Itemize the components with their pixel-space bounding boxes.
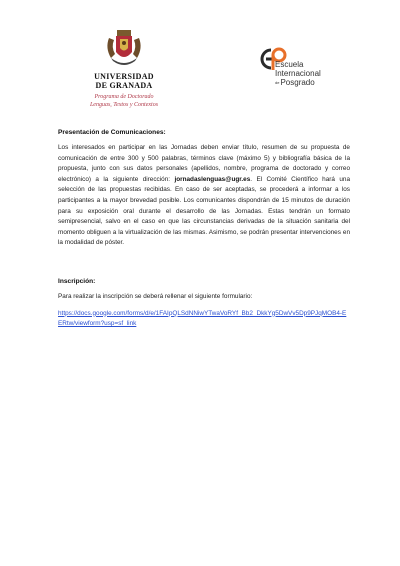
school-name-line2: Internacional: [275, 69, 321, 78]
registration-text: Para realizar la inscripción se deberá rellenar el siguiente formulario:: [58, 292, 253, 300]
school-name-de: de: [275, 80, 280, 86]
registration-heading: Inscripción:: [58, 277, 96, 285]
university-name-line2: DE GRANADA: [95, 81, 153, 90]
school-name-line1: Escuela: [275, 60, 304, 69]
university-name-line1: UNIVERSIDAD: [94, 72, 154, 81]
ugr-logo-block: [84, 28, 164, 109]
presentation-paragraph: [58, 143, 350, 249]
presentation-heading: Presentación de Comunicaciones:: [58, 129, 166, 136]
document-body: [58, 128, 350, 330]
contact-email[interactable]: jornadaslenguas@ugr.es: [174, 175, 251, 183]
school-name-posgrado: Posgrado: [280, 78, 315, 87]
presentation-text-part2: . El Comité Científico hará una selección de las propuestas recibidas. En caso de ser aceptadas, se procederá a informar a los participantes a la mayor brevedad posible. Los comunicantes dispondrán de 15 minutos de duración para su exposición oral durante el desarrollo de las Jornadas. Estas tendrán un formato semipresencial, salvo en el caso en que las circunstancias derivadas de la situación sanitaria del momento obliguen a la virtualización de las mismas. Asimismo, se podrán presentar intervenciones en la modalidad de póster.: [58, 175, 351, 247]
program-name-line1: Programa de Doctorado: [94, 94, 154, 100]
university-crest-icon: [101, 28, 147, 70]
registration-form-link[interactable]: https://docs.google.com/forms/d/e/1FAIpQLSdNNiwYTwaVoRYf_Bb2_DkkYg5DwVv5Dp9PJqMOB4-EERtw/viewform?usp=sf_link: [58, 309, 347, 328]
escuela-posgrado-name: [275, 60, 321, 87]
presentation-text-part1: Los interesados en participar en las Jornadas deben enviar título, resumen de su propuesta de comunicación de entre 300 y 500 palabras, términos clave (máximo 5) y bibliografía básica de la propuesta, junto con sus datos personales (apellidos, nombre, programa de doctorado y correo electrónico) a la siguiente dirección:: [58, 144, 350, 183]
school-name-line3: [275, 78, 321, 87]
section-spacer: [58, 249, 350, 277]
program-name-line2: Lenguas, Textos y Contextos: [89, 102, 159, 108]
eip-logo-block: [257, 46, 347, 96]
